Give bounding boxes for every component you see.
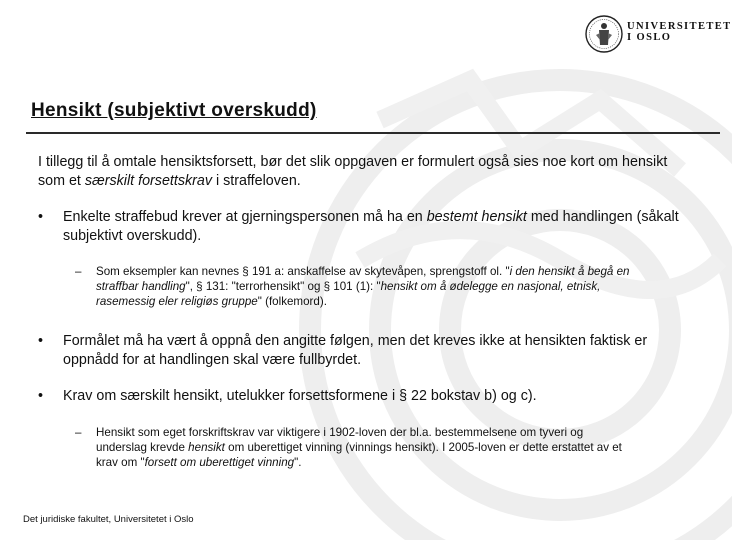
bullet-marker: • [38, 209, 44, 225]
sub2-text-c: ". [294, 456, 302, 469]
bullet-text-3: Krav om særskilt hensikt, utelukker forsettsformene i § 22 bokstav b) og c). [63, 388, 537, 404]
bullet-text-2: Formålet må ha vært å oppnå den angitte følgen, men det kreves ikke at hensikten faktisk er oppnådd for at handlingen skal være fullbyrdet. [63, 333, 648, 368]
title-divider [26, 132, 720, 134]
bullet1-emphasis: bestemt hensikt [426, 209, 527, 225]
sub-text-1 [96, 264, 636, 309]
sub1-emphasis-b: hensikt om å ødelegge en nasjonal, etnisk, rasemessig eler religiøs gruppe [96, 280, 601, 308]
sub2-emphasis-b: forsett om uberettiget vinning [144, 456, 295, 469]
intro-text-1: I tillegg til å omtale hensiktsforsett, bør det slik oppgaven er formulert også sies noe kort om hensikt som et [38, 154, 668, 189]
dash-marker: – [75, 426, 82, 439]
bullet1-text-a: Enkelte straffebud krever at gjerningspersonen må ha en [63, 209, 427, 225]
bullet-marker: • [38, 388, 44, 404]
bullet-marker: • [38, 333, 44, 349]
sub1-text-a: Som eksempler kan nevnes § 191 a: anskaffelse av skytevåpen, sprengstoff ol. " [96, 265, 510, 278]
intro-text-2: i straffeloven. [212, 173, 301, 189]
bullet-text-1 [63, 208, 683, 246]
footer-text: Det juridiske fakultet, Universitetet i Oslo [23, 514, 194, 525]
sub-text-2 [96, 425, 636, 470]
sub1-text-c: " (folkemord). [257, 295, 327, 308]
university-name-line2: I OSLO [627, 32, 672, 43]
intro-paragraph [38, 153, 678, 191]
bullet1-text-b: med handlingen (såkalt subjektivt overskudd). [63, 209, 679, 244]
sub2-text-b: om uberettiget vinning (vinnings hensikt). I 2005-loven er dette erstattet av et krav om " [96, 441, 622, 469]
slide-title: Hensikt (subjektivt overskudd) [31, 100, 317, 121]
sub2-emphasis-a: hensikt [188, 441, 225, 454]
university-name [627, 21, 732, 43]
dash-marker: – [75, 265, 82, 278]
university-name-line1: UNIVERSITETET [627, 21, 732, 32]
sub2-text-a: Hensikt som eget forskriftskrav var viktigere i 1902-loven der bl.a. bestemmelsene om tyveri og underslag krevde [96, 426, 584, 454]
sub1-text-b: ", § 131: "terrorhensikt" og § 101 (1): " [185, 280, 381, 293]
sub1-emphasis-a: i den hensikt å begå en straffbar handling [96, 265, 630, 293]
intro-emphasis: særskilt forsettskrav [84, 173, 212, 189]
